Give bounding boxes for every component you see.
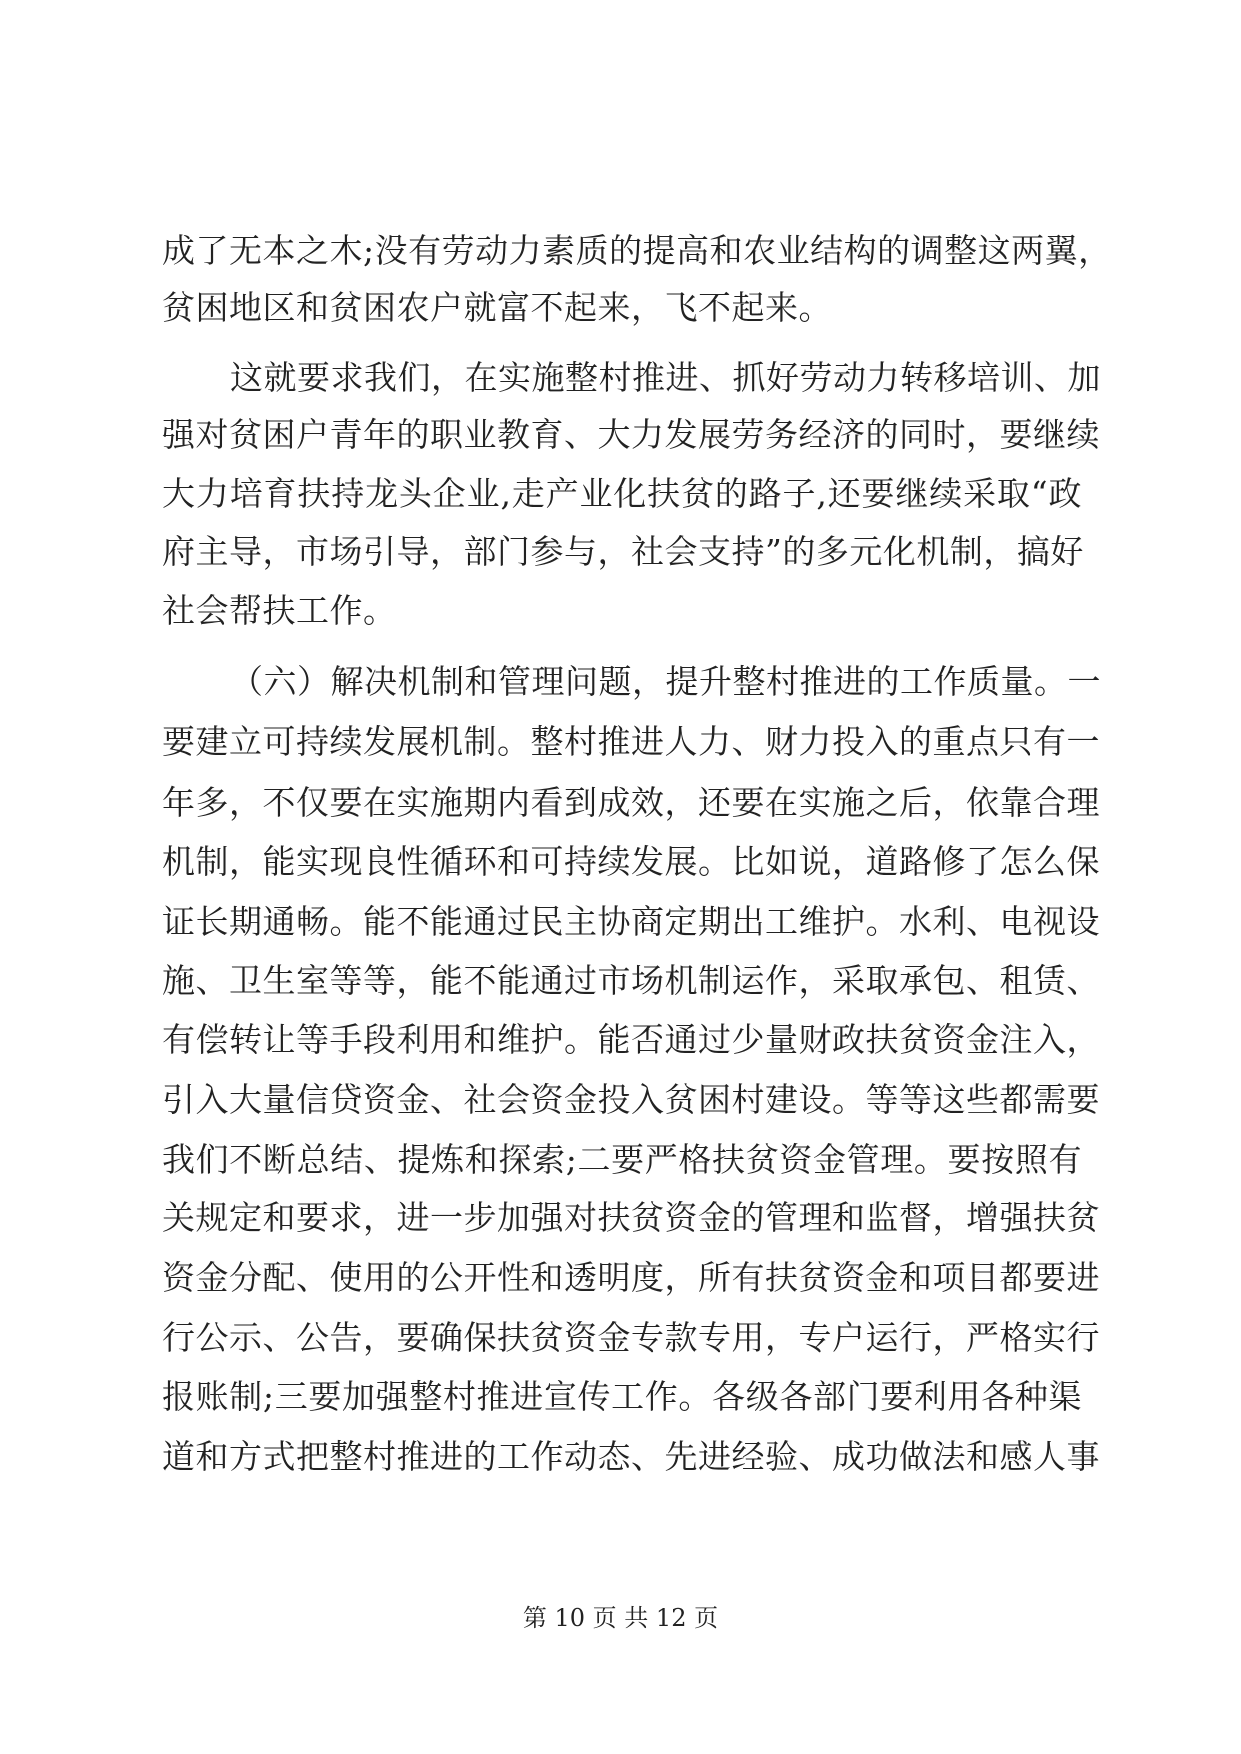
text-line: 要建立可持续发展机制。整村推进人力、财力投入的重点只有一 <box>162 722 1100 761</box>
text-line: 强对贫困户青年的职业教育、大力发展劳务经济的同时，要继续 <box>162 415 1100 454</box>
text-line: 行公示、公告，要确保扶贫资金专款专用，专户运行，严格实行 <box>162 1318 1100 1357</box>
text-line: 引入大量信贷资金、社会资金投入贫困村建设。等等这些都需要 <box>162 1080 1100 1119</box>
text-line: 社会帮扶工作。 <box>162 591 397 630</box>
text-line: 资金分配、使用的公开性和透明度，所有扶贫资金和项目都要进 <box>162 1258 1100 1297</box>
text-line: 施、卫生室等等，能不能通过市场机制运作，采取承包、租赁、 <box>162 961 1100 1000</box>
text-line: 年多，不仅要在实施期内看到成效，还要在实施之后，依靠合理 <box>162 783 1100 822</box>
text-line: 有偿转让等手段利用和维护。能否通过少量财政扶贫资金注入， <box>162 1020 1100 1059</box>
text-line: 机制，能实现良性循环和可持续发展。比如说，道路修了怎么保 <box>162 842 1100 881</box>
text-line: 关规定和要求，进一步加强对扶贫资金的管理和监督，增强扶贫 <box>162 1198 1100 1237</box>
text-line: 成了无本之木;没有劳动力素质的提高和农业结构的调整这两翼， <box>162 231 1112 270</box>
text-line: 报账制;三要加强整村推进宣传工作。各级各部门要利用各种渠 <box>162 1377 1082 1416</box>
text-line: 道和方式把整村推进的工作动态、先进经验、成功做法和感人事 <box>162 1437 1100 1476</box>
page-number-footer: 第 10 页 共 12 页 <box>522 1604 719 1632</box>
text-line: 贫困地区和贫困农户就富不起来，飞不起来。 <box>162 288 832 327</box>
text-line: 我们不断总结、提炼和探索;二要严格扶贫资金管理。要按照有 <box>162 1140 1082 1179</box>
text-line: 证长期通畅。能不能通过民主协商定期出工维护。水利、电视设 <box>162 902 1100 941</box>
text-line: 大力培育扶持龙头企业,走产业化扶贫的路子,还要继续采取“政 <box>162 474 1082 513</box>
paragraph-first-line: （六）解决机制和管理问题，提升整村推进的工作质量。一 <box>230 662 1101 701</box>
paragraph-first-line: 这就要求我们，在实施整村推进、抓好劳动力转移培训、加 <box>230 358 1101 397</box>
text-line: 府主导，市场引导，部门参与，社会支持”的多元化机制，搞好 <box>162 532 1084 571</box>
